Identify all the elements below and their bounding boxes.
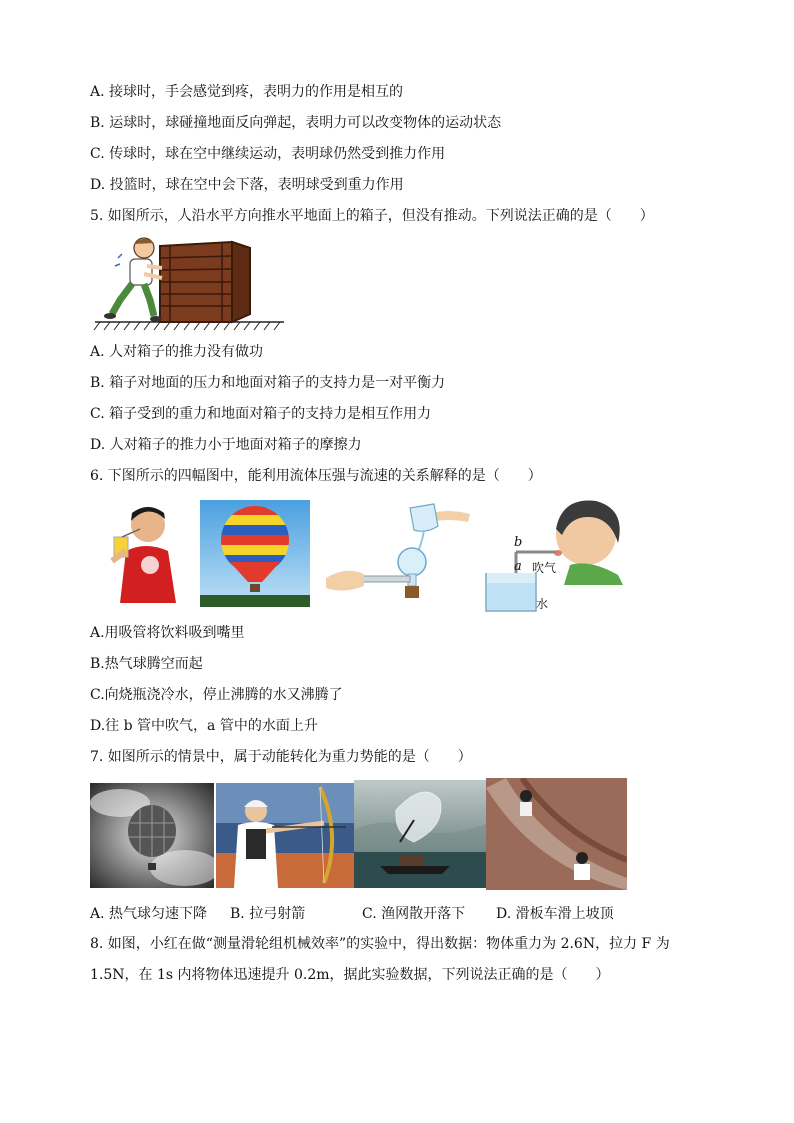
q7-caption-c: C. 渔网散开落下	[362, 906, 466, 922]
q7-caption-b: B. 拉弓射箭	[230, 906, 306, 922]
q6-option-a: A.用吸管将饮料吸到嘴里	[90, 625, 245, 641]
q7-photo-skateboard-slope	[486, 778, 627, 890]
q5-option-a: A. 人对箱子的推力没有做功	[90, 344, 264, 360]
q7-photo-balloon-descending	[90, 783, 214, 888]
q8-stem-line1: 8. 如图，小红在做“测量滑轮组机械效率”的实验中，得出数据：物体重力为 2.6N，拉力 F 为	[90, 936, 670, 952]
q6-label-b: b	[514, 535, 523, 550]
q7-caption-d: D. 滑板车滑上坡顶	[496, 906, 614, 922]
q6-figure-boy-drinking-straw	[104, 503, 188, 607]
q5-figure-person-pushing-box	[92, 234, 287, 332]
q7-photo-archer	[216, 783, 354, 888]
q5-option-c: C. 箱子受到的重力和地面对箱子的支持力是相互作用力	[90, 406, 432, 422]
q7-caption-a: A. 热气球匀速下降	[90, 906, 208, 922]
q6-figure-blow-tube-water	[478, 495, 628, 615]
q4-option-a: A. 接球时，手会感觉到疼，表明力的作用是相互的	[90, 84, 404, 100]
q6-figure-hot-air-balloon	[200, 500, 310, 607]
q5-option-b: B. 箱子对地面的压力和地面对箱子的支持力是一对平衡力	[90, 375, 446, 391]
q5-option-d: D. 人对箱子的推力小于地面对箱子的摩擦力	[90, 437, 362, 453]
q6-stem: 6. 下图所示的四幅图中，能利用流体压强与流速的关系解释的是（ ）	[90, 468, 542, 484]
q6-figure-flask-cold-water	[318, 500, 478, 608]
q6-label-blow: 吹气	[532, 561, 557, 575]
q4-option-b: B. 运球时，球碰撞地面反向弹起，表明力可以改变物体的运动状态	[90, 115, 502, 131]
q6-option-b: B.热气球腾空而起	[90, 656, 203, 672]
q6-label-water: 水	[536, 597, 549, 611]
q4-option-c: C. 传球时，球在空中继续运动，表明球仍然受到推力作用	[90, 146, 446, 162]
q5-stem: 5. 如图所示，人沿水平方向推水平地面上的箱子，但没有推动。下列说法正确的是（ ）	[90, 208, 654, 224]
q4-option-d: D. 投篮时，球在空中会下落，表明球受到重力作用	[90, 177, 404, 193]
q7-stem: 7. 如图所示的情景中，属于动能转化为重力势能的是（ ）	[90, 749, 472, 765]
q6-option-c: C.向烧瓶浇冷水，停止沸腾的水又沸腾了	[90, 687, 343, 703]
q6-option-d: D.往 b 管中吹气，a 管中的水面上升	[90, 718, 318, 734]
q7-photo-fishing-net	[354, 780, 486, 888]
q6-label-a: a	[514, 559, 522, 574]
q8-stem-line2: 1.5N，在 1s 内将物体迅速提升 0.2m，据此实验数据，下列说法正确的是（ ）	[90, 967, 610, 983]
